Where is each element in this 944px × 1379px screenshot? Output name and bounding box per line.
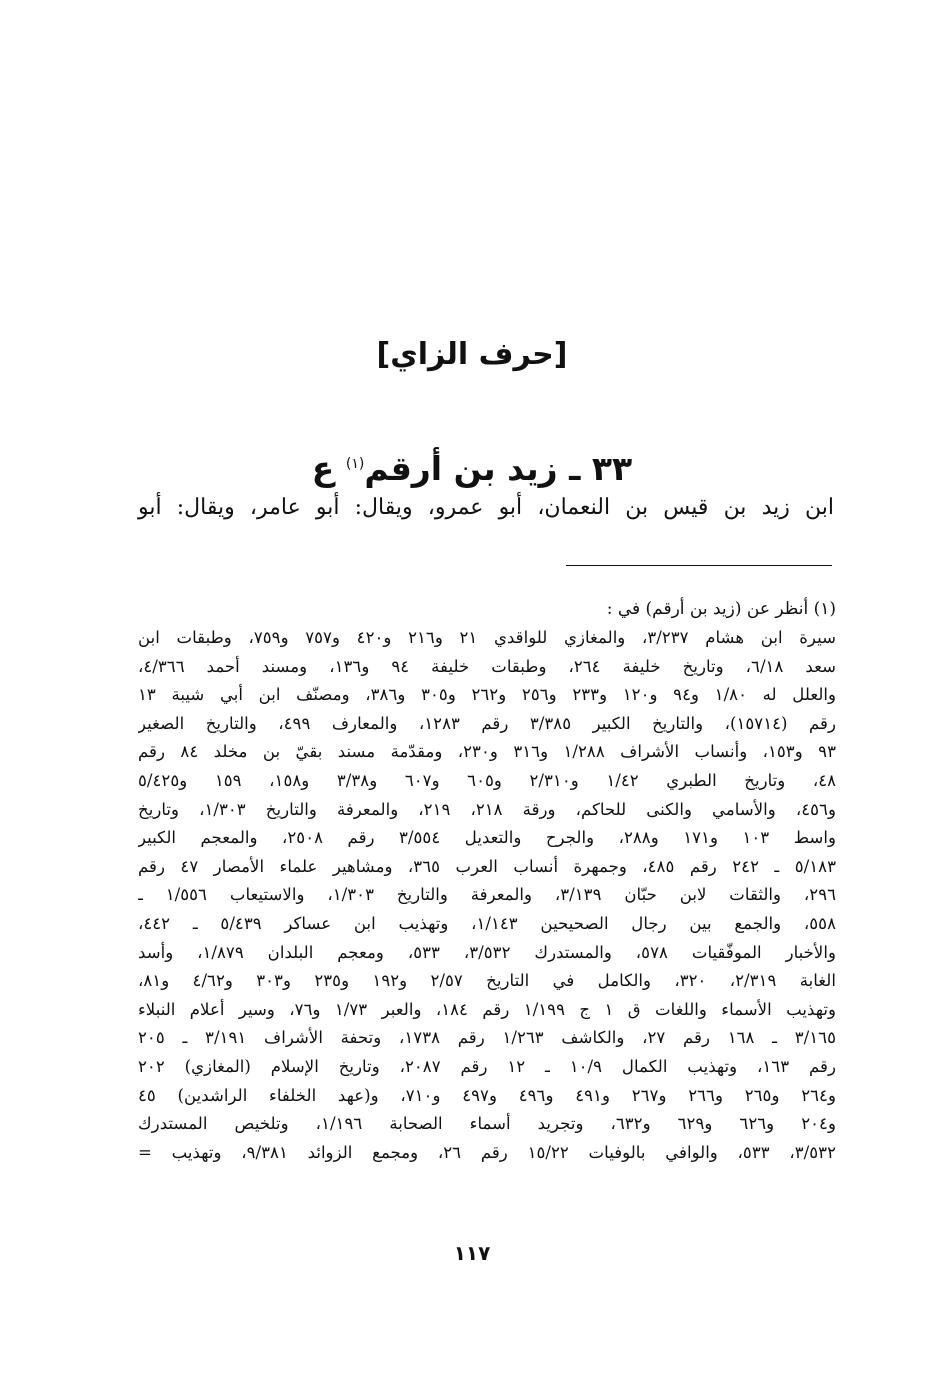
- footnote-line: سيرة ابن هشام ٣/٢٣٧، والمغازي للواقدي ٢١ و٢١٦ و٤٢٠ و٧٥٧ و٧٥٩، وطبقات ابن: [138, 628, 836, 647]
- footnote-line: رقم ١٦٣، وتهذيب الكمال ١٠/٩ ـ ١٢ رقم ٢٠٨٧، وتاريخ الإسلام (المغازي) ٢٠٢: [138, 1056, 836, 1076]
- entry-title: [0, 440, 944, 493]
- footnote-line: ٥٥٨، والجمع بين رجال الصحيحين ١/١٤٣، وتهذيب ابن عساكر ٥/٤٣٩ ـ ٤٤٢،: [138, 913, 836, 933]
- footnote-line: ٥/١٨٣ ـ ٢٤٢ رقم ٤٨٥، وجمهرة أنساب العرب ٣٦٥، ومشاهير علماء الأمصار ٤٧ رقم: [138, 856, 836, 876]
- section-heading: [حرف الزاي]: [376, 337, 568, 372]
- footnote-line: ٩٣ و١٥٣، وأنساب الأشراف ١/٢٨٨ و٣١٦ و٢٣٠، ومقدّمة مسند بقيّ بن مخلد ٨٤ رقم: [138, 742, 836, 762]
- footnote-heading: (١) أنظر عن (زيد بن أرقم) في :: [606, 599, 836, 619]
- entry-symbol: ع: [311, 449, 335, 488]
- footnote-line: و٢٠٤ و٦٢٦ و٦٢٩ و٦٣٢، وتجريد أسماء الصحابة ١/١٩٦، وتلخيص المستدرك: [138, 1114, 836, 1134]
- footnote-line: ٤٨، وتاريخ الطبري ١/٤٢ و٢/٣١٠ و٦٠٥ و٦٠٧ و٣/٣٨ و١٥٨، ١٥٩ و٥/٤٢٥: [138, 770, 836, 790]
- entry-text: ابن زيد بن قيس بن النعمان، أبو عمرو، ويقال: أبو عامر، ويقال: أبو: [138, 495, 834, 520]
- footnote-line: والأخبار الموفّقيات ٥٧٨، والمستدرك ٣/٥٣٢، ٥٣٣، ومعجم البلدان ١/٨٧٩، وأسد: [138, 942, 836, 962]
- footnote-line: ٢٩٦، والثقات لابن حبّان ٣/١٣٩، والمعرفة والتاريخ ١/٣٠٣، والاستيعاب ١/٥٥٦ ـ: [138, 885, 836, 905]
- footnote-line: سعد ٦/١٨، وتاريخ خليفة ٢٦٤، وطبقات خليفة ٩٤ و١٣٦، ومسند أحمد ٤/٣٦٦،: [138, 656, 836, 676]
- footnote-line: وتهذيب الأسماء واللغات ق ١ ج ١/١٩٩ رقم ١٨٤، والعبر ١/٧٣ و٧٦، وسير أعلام النبلاء: [138, 999, 836, 1019]
- footnote-line: ٣/١٦٥ ـ ١٦٨ رقم ٢٧، والكاشف ١/٢٦٣ رقم ١٧٣٨، وتحفة الأشراف ٣/١٩١ ـ ٢٠٥: [138, 1028, 836, 1048]
- footnote-line: الغابة ٢/٣١٩، ٣٢٠، والكامل في التاريخ ٢/٥٧ و١٩٢ و٢٣٥ و٣٠٣ و٤/٦٢ و٨١،: [138, 971, 836, 991]
- footnote-separator: [566, 565, 832, 566]
- page-number: ١١٧: [453, 1241, 491, 1265]
- entry-number-title: ٣٣ ـ زيد بن أرقم: [364, 449, 633, 488]
- footnote-body: [138, 624, 836, 1167]
- footnote-line: رقم (١٥٧١٤)، والتاريخ الكبير ٣/٣٨٥ رقم ١٢٨٣، والمعارف ٤٩٩، والتاريخ الصغير: [138, 713, 836, 733]
- footnote-line: و٤٥٦، والأسامي والكنى للحاكم، ورقة ٢١٨، ٢١٩، والمعرفة والتاريخ ١/٣٠٣، وتاريخ: [138, 799, 836, 819]
- footnote-reference: (١): [345, 456, 365, 472]
- footnote-line: واسط ١٠٣ و١٧١ و٢٨٨، والجرح والتعديل ٣/٥٥٤ رقم ٢٥٠٨، والمعجم الكبير: [138, 828, 836, 848]
- footnote-line: والعلل له ١/٨٠ و٩٤ و١٢٠ و٢٣٣ و٢٥٦ و٢٦٢ و٣٠٥ و٣٨٦، ومصنّف ابن أبي شيبة ١٣: [138, 685, 836, 705]
- footnote-line: ٣/٥٣٢، ٥٣٣، والوافي بالوفيات ١٥/٢٢ رقم ٢٦، ومجمع الزوائد ٩/٣٨١، وتهذيب =: [138, 1142, 836, 1162]
- footnote-line: و٢٦٤ و٢٦٥ و٢٦٦ و٢٦٧ و٤٩١ و٤٩٦ و٤٩٧ و٧١٠، و(عهد الخلفاء الراشدين) ٤٥: [138, 1085, 836, 1105]
